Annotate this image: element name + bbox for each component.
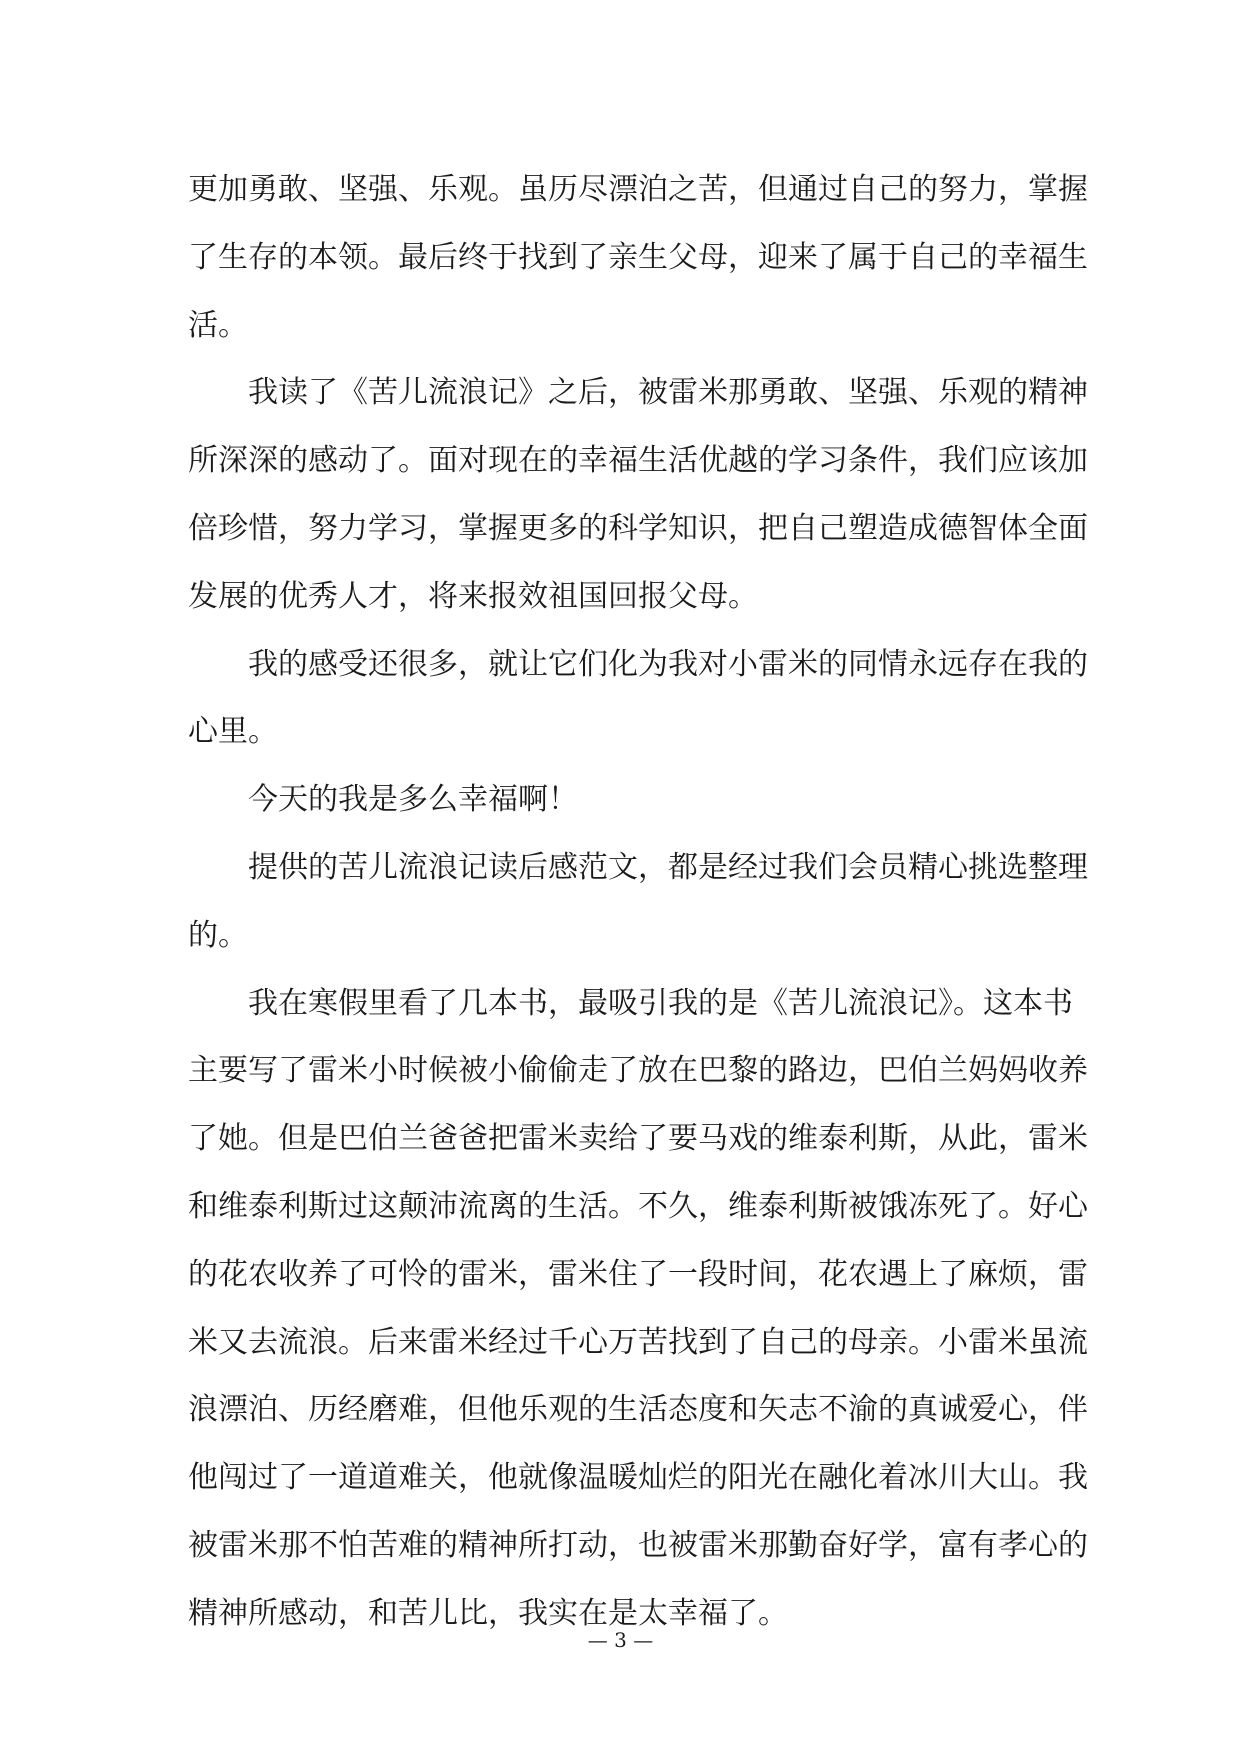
text-line: 今天的我是多么幸福啊！ [248,782,578,818]
text-line: 发展的优秀人才，将来报效祖国回报父母。 [188,578,758,614]
text-line: 浪漂泊、历经磨难，但他乐观的生活态度和矢志不渝的真诚爱心，伴 [188,1392,1088,1428]
text-line: 了生存的本领。最后终于找到了亲生父母，迎来了属于自己的幸福生 [188,239,1088,275]
text-line: 精神所感动，和苦儿比，我实在是太幸福了。 [188,1595,788,1631]
text-line: 主要写了雷米小时候被小偷偷走了放在巴黎的路边，巴伯兰妈妈收养 [188,1053,1088,1089]
text-line: 我读了《苦儿流浪记》之后，被雷米那勇敢、坚强、乐观的精神 [248,375,1088,411]
text-line: 我在寒假里看了几本书，最吸引我的是《苦儿流浪记》。这本书 [248,985,1073,1021]
text-line: 米又去流浪。后来雷米经过千心万苦找到了自己的母亲。小雷米虽流 [188,1324,1088,1360]
text-line: 提供的苦儿流浪记读后感范文，都是经过我们会员精心挑选整理 [248,849,1088,885]
text-line: 更加勇敢、坚强、乐观。虽历尽漂泊之苦，但通过自己的努力，掌握 [188,172,1088,207]
text-line: 所深深的感动了。面对现在的幸福生活优越的学习条件，我们应该加 [188,443,1088,479]
text-line: 和维泰利斯过这颠沛流离的生活。不久，维泰利斯被饿冻死了。好心 [188,1188,1088,1224]
text-line: 倍珍惜，努力学习，掌握更多的科学知识，把自己塑造成德智体全面 [188,510,1088,546]
text-line: 心里。 [188,714,278,750]
text-line: 活。 [188,307,248,343]
body-text [188,156,1088,1648]
text-line: 了她。但是巴伯兰爸爸把雷米卖给了要马戏的维泰利斯，从此，雷米 [188,1121,1088,1157]
page-number: — 3 — [587,1628,654,1652]
text-line: 的。 [188,917,248,953]
text-line: 他闯过了一道道难关，他就像温暖灿烂的阳光在融化着冰川大山。我 [188,1460,1088,1496]
text-line: 的花农收养了可怜的雷米，雷米住了一段时间，花农遇上了麻烦，雷 [188,1256,1088,1292]
text-line: 被雷米那不怕苦难的精神所打动，也被雷米那勤奋好学，富有孝心的 [188,1527,1088,1563]
text-line: 我的感受还很多，就让它们化为我对小雷米的同情永远存在我的 [248,646,1088,682]
